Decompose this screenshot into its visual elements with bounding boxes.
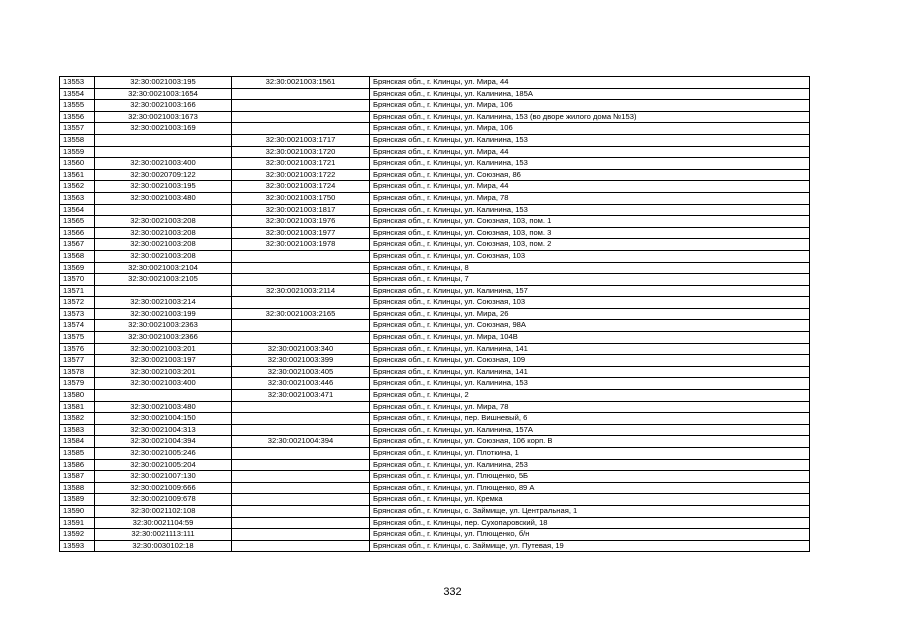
object-cadastral-number-cell: [232, 250, 370, 262]
object-cadastral-number-cell: [232, 540, 370, 552]
object-cadastral-number-cell: [232, 413, 370, 425]
table-row: [60, 332, 810, 344]
cadastral-number-cell: 32:30:0021007:130: [95, 471, 232, 483]
table-row: [60, 378, 810, 390]
table-row: [60, 100, 810, 112]
object-cadastral-number-cell: 32:30:0021003:1976: [232, 216, 370, 228]
address-cell: Брянская обл., г. Клинцы, ул. Союзная, 103, пом. 1: [370, 216, 810, 228]
row-number-cell: 13563: [60, 192, 95, 204]
cadastral-number-cell: 32:30:0021003:199: [95, 308, 232, 320]
row-number-cell: 13559: [60, 146, 95, 158]
table-row: [60, 366, 810, 378]
object-cadastral-number-cell: 32:30:0021003:1750: [232, 192, 370, 204]
object-cadastral-number-cell: [232, 494, 370, 506]
row-number-cell: 13575: [60, 332, 95, 344]
object-cadastral-number-cell: 32:30:0021003:1722: [232, 169, 370, 181]
object-cadastral-number-cell: 32:30:0021004:394: [232, 436, 370, 448]
cadastral-number-cell: [95, 134, 232, 146]
cadastral-number-cell: 32:30:0021003:2105: [95, 274, 232, 286]
row-number-cell: 13585: [60, 448, 95, 460]
cadastral-number-cell: 32:30:0021004:394: [95, 436, 232, 448]
address-cell: Брянская обл., г. Клинцы, ул. Плющенко, 89 А: [370, 482, 810, 494]
row-number-cell: 13578: [60, 366, 95, 378]
cadastral-number-cell: 32:30:0021113:111: [95, 529, 232, 541]
row-number-cell: 13567: [60, 239, 95, 251]
table-row: [60, 77, 810, 89]
address-cell: Брянская обл., г. Клинцы, с. Займище, ул. Путевая, 19: [370, 540, 810, 552]
address-cell: Брянская обл., г. Клинцы, ул. Калинина, 153: [370, 204, 810, 216]
row-number-cell: 13586: [60, 459, 95, 471]
object-cadastral-number-cell: 32:30:0021003:1717: [232, 134, 370, 146]
object-cadastral-number-cell: [232, 111, 370, 123]
address-cell: Брянская обл., г. Клинцы, 2: [370, 390, 810, 402]
table-row: [60, 308, 810, 320]
row-number-cell: 13565: [60, 216, 95, 228]
row-number-cell: 13556: [60, 111, 95, 123]
cadastral-number-cell: 32:30:0021003:480: [95, 401, 232, 413]
cadastral-number-cell: 32:30:0021104:59: [95, 517, 232, 529]
row-number-cell: 13573: [60, 308, 95, 320]
cadastral-number-cell: 32:30:0021003:208: [95, 250, 232, 262]
cadastral-number-cell: 32:30:0021003:2104: [95, 262, 232, 274]
table-row: [60, 540, 810, 552]
table-row: [60, 274, 810, 286]
row-number-cell: 13584: [60, 436, 95, 448]
table-row: [60, 436, 810, 448]
address-cell: Брянская обл., г. Клинцы, ул. Мира, 106: [370, 100, 810, 112]
cadastral-number-cell: 32:30:0021003:400: [95, 378, 232, 390]
object-cadastral-number-cell: [232, 401, 370, 413]
row-number-cell: 13572: [60, 297, 95, 309]
object-cadastral-number-cell: [232, 100, 370, 112]
row-number-cell: 13555: [60, 100, 95, 112]
row-number-cell: 13553: [60, 77, 95, 89]
cadastral-number-cell: [95, 285, 232, 297]
address-cell: Брянская обл., г. Клинцы, ул. Калинина, 185А: [370, 88, 810, 100]
cadastral-number-cell: 32:30:0021003:208: [95, 216, 232, 228]
table-row: [60, 529, 810, 541]
address-cell: Брянская обл., г. Клинцы, ул. Мира, 44: [370, 181, 810, 193]
address-cell: Брянская обл., г. Клинцы, ул. Калинина, 141: [370, 366, 810, 378]
address-cell: Брянская обл., г. Клинцы, ул. Союзная, 103, пом. 2: [370, 239, 810, 251]
cadastral-number-cell: 32:30:0021009:678: [95, 494, 232, 506]
table-row: [60, 424, 810, 436]
address-cell: Брянская обл., г. Клинцы, пер. Вишневый, 6: [370, 413, 810, 425]
table-row: [60, 505, 810, 517]
table-row: [60, 192, 810, 204]
cadastral-number-cell: 32:30:0030102:18: [95, 540, 232, 552]
table-row: [60, 216, 810, 228]
cadastral-number-cell: [95, 204, 232, 216]
address-cell: Брянская обл., г. Клинцы, ул. Мира, 106: [370, 123, 810, 135]
table-row: [60, 401, 810, 413]
cadastral-number-cell: 32:30:0021004:150: [95, 413, 232, 425]
table-row: [60, 123, 810, 135]
table-row: [60, 482, 810, 494]
row-number-cell: 13580: [60, 390, 95, 402]
cadastral-number-cell: 32:30:0021003:2366: [95, 332, 232, 344]
address-cell: Брянская обл., г. Клинцы, ул. Союзная, 106 корп. В: [370, 436, 810, 448]
row-number-cell: 13561: [60, 169, 95, 181]
cadastral-number-cell: 32:30:0021003:2363: [95, 320, 232, 332]
address-cell: Брянская обл., г. Клинцы, ул. Калинина, 153: [370, 134, 810, 146]
table-row: [60, 262, 810, 274]
cadastral-number-cell: 32:30:0021003:197: [95, 355, 232, 367]
object-cadastral-number-cell: 32:30:0021003:471: [232, 390, 370, 402]
address-cell: Брянская обл., г. Клинцы, с. Займище, ул. Центральная, 1: [370, 505, 810, 517]
row-number-cell: 13554: [60, 88, 95, 100]
cadastral-number-cell: 32:30:0021003:201: [95, 366, 232, 378]
object-cadastral-number-cell: 32:30:0021003:446: [232, 378, 370, 390]
cadastral-number-cell: 32:30:0021003:201: [95, 343, 232, 355]
object-cadastral-number-cell: 32:30:0021003:1561: [232, 77, 370, 89]
table-row: [60, 320, 810, 332]
address-cell: Брянская обл., г. Клинцы, ул. Калинина, 153: [370, 378, 810, 390]
cadastral-number-cell: 32:30:0021003:480: [95, 192, 232, 204]
row-number-cell: 13588: [60, 482, 95, 494]
object-cadastral-number-cell: [232, 517, 370, 529]
address-cell: Брянская обл., г. Клинцы, ул. Кремка: [370, 494, 810, 506]
address-cell: Брянская обл., г. Клинцы, ул. Мира, 78: [370, 401, 810, 413]
object-cadastral-number-cell: 32:30:0021003:1977: [232, 227, 370, 239]
address-cell: Брянская обл., г. Клинцы, ул. Калинина, 153 (во дворе жилого дома №153): [370, 111, 810, 123]
cadastral-number-cell: 32:30:0021005:246: [95, 448, 232, 460]
cadastral-number-cell: 32:30:0021003:166: [95, 100, 232, 112]
object-cadastral-number-cell: 32:30:0021003:1817: [232, 204, 370, 216]
address-cell: Брянская обл., г. Клинцы, ул. Калинина, 141: [370, 343, 810, 355]
cadastral-number-cell: 32:30:0021102:108: [95, 505, 232, 517]
address-cell: Брянская обл., г. Клинцы, ул. Союзная, 103: [370, 250, 810, 262]
row-number-cell: 13579: [60, 378, 95, 390]
registry-table: [59, 76, 810, 552]
table-row: [60, 227, 810, 239]
address-cell: Брянская обл., г. Клинцы, ул. Калинина, 253: [370, 459, 810, 471]
cadastral-number-cell: 32:30:0021009:666: [95, 482, 232, 494]
cadastral-number-cell: 32:30:0021003:1654: [95, 88, 232, 100]
row-number-cell: 13577: [60, 355, 95, 367]
object-cadastral-number-cell: [232, 529, 370, 541]
table-row: [60, 134, 810, 146]
table-row: [60, 459, 810, 471]
row-number-cell: 13576: [60, 343, 95, 355]
row-number-cell: 13571: [60, 285, 95, 297]
table-row: [60, 250, 810, 262]
table-row: [60, 204, 810, 216]
row-number-cell: 13558: [60, 134, 95, 146]
object-cadastral-number-cell: 32:30:0021003:2165: [232, 308, 370, 320]
row-number-cell: 13583: [60, 424, 95, 436]
row-number-cell: 13593: [60, 540, 95, 552]
object-cadastral-number-cell: [232, 332, 370, 344]
table-row: [60, 343, 810, 355]
address-cell: Брянская обл., г. Клинцы, 7: [370, 274, 810, 286]
cadastral-number-cell: 32:30:0021003:195: [95, 181, 232, 193]
address-cell: Брянская обл., г. Клинцы, ул. Плющенко, б/н: [370, 529, 810, 541]
address-cell: Брянская обл., г. Клинцы, ул. Мира, 104В: [370, 332, 810, 344]
object-cadastral-number-cell: 32:30:0021003:1720: [232, 146, 370, 158]
table-row: [60, 494, 810, 506]
object-cadastral-number-cell: 32:30:0021003:340: [232, 343, 370, 355]
row-number-cell: 13566: [60, 227, 95, 239]
cadastral-number-cell: 32:30:0021005:204: [95, 459, 232, 471]
row-number-cell: 13574: [60, 320, 95, 332]
cadastral-number-cell: 32:30:0021003:208: [95, 239, 232, 251]
cadastral-number-cell: 32:30:0021003:214: [95, 297, 232, 309]
object-cadastral-number-cell: [232, 274, 370, 286]
table-row: [60, 355, 810, 367]
row-number-cell: 13560: [60, 158, 95, 170]
object-cadastral-number-cell: [232, 505, 370, 517]
row-number-cell: 13564: [60, 204, 95, 216]
row-number-cell: 13592: [60, 529, 95, 541]
table-row: [60, 517, 810, 529]
cadastral-number-cell: [95, 390, 232, 402]
row-number-cell: 13589: [60, 494, 95, 506]
address-cell: Брянская обл., г. Клинцы, ул. Союзная, 86: [370, 169, 810, 181]
object-cadastral-number-cell: 32:30:0021003:399: [232, 355, 370, 367]
address-cell: Брянская обл., г. Клинцы, ул. Союзная, 103: [370, 297, 810, 309]
address-cell: Брянская обл., г. Клинцы, ул. Калинина, 157: [370, 285, 810, 297]
cadastral-number-cell: 32:30:0020709:122: [95, 169, 232, 181]
cadastral-number-cell: 32:30:0021003:169: [95, 123, 232, 135]
address-cell: Брянская обл., г. Клинцы, ул. Мира, 78: [370, 192, 810, 204]
cadastral-number-cell: 32:30:0021003:1673: [95, 111, 232, 123]
table-row: [60, 285, 810, 297]
object-cadastral-number-cell: [232, 448, 370, 460]
table-row: [60, 448, 810, 460]
table-row: [60, 239, 810, 251]
row-number-cell: 13591: [60, 517, 95, 529]
object-cadastral-number-cell: [232, 262, 370, 274]
object-cadastral-number-cell: [232, 459, 370, 471]
cadastral-number-cell: 32:30:0021003:195: [95, 77, 232, 89]
address-cell: Брянская обл., г. Клинцы, ул. Мира, 26: [370, 308, 810, 320]
page-number: 332: [443, 586, 462, 598]
object-cadastral-number-cell: [232, 297, 370, 309]
address-cell: Брянская обл., г. Клинцы, ул. Союзная, 98А: [370, 320, 810, 332]
table-row: [60, 181, 810, 193]
table-row: [60, 169, 810, 181]
table-row: [60, 146, 810, 158]
row-number-cell: 13562: [60, 181, 95, 193]
object-cadastral-number-cell: [232, 424, 370, 436]
object-cadastral-number-cell: 32:30:0021003:1978: [232, 239, 370, 251]
object-cadastral-number-cell: [232, 123, 370, 135]
cadastral-number-cell: [95, 146, 232, 158]
cadastral-number-cell: 32:30:0021003:400: [95, 158, 232, 170]
table-row: [60, 88, 810, 100]
row-number-cell: 13570: [60, 274, 95, 286]
table-row: [60, 471, 810, 483]
table-row: [60, 111, 810, 123]
address-cell: Брянская обл., г. Клинцы, пер. Сухопаровский, 18: [370, 517, 810, 529]
object-cadastral-number-cell: [232, 88, 370, 100]
table-row: [60, 390, 810, 402]
address-cell: Брянская обл., г. Клинцы, ул. Плоткина, 1: [370, 448, 810, 460]
table-row: [60, 297, 810, 309]
object-cadastral-number-cell: [232, 320, 370, 332]
object-cadastral-number-cell: 32:30:0021003:1721: [232, 158, 370, 170]
address-cell: Брянская обл., г. Клинцы, ул. Калинина, 153: [370, 158, 810, 170]
object-cadastral-number-cell: [232, 482, 370, 494]
row-number-cell: 13569: [60, 262, 95, 274]
row-number-cell: 13590: [60, 505, 95, 517]
address-cell: Брянская обл., г. Клинцы, 8: [370, 262, 810, 274]
cadastral-number-cell: 32:30:0021003:208: [95, 227, 232, 239]
row-number-cell: 13568: [60, 250, 95, 262]
object-cadastral-number-cell: 32:30:0021003:405: [232, 366, 370, 378]
object-cadastral-number-cell: 32:30:0021003:2114: [232, 285, 370, 297]
address-cell: Брянская обл., г. Клинцы, ул. Плющенко, 5Б: [370, 471, 810, 483]
table-row: [60, 413, 810, 425]
address-cell: Брянская обл., г. Клинцы, ул. Союзная, 109: [370, 355, 810, 367]
row-number-cell: 13582: [60, 413, 95, 425]
row-number-cell: 13587: [60, 471, 95, 483]
object-cadastral-number-cell: 32:30:0021003:1724: [232, 181, 370, 193]
table-row: [60, 158, 810, 170]
object-cadastral-number-cell: [232, 471, 370, 483]
row-number-cell: 13557: [60, 123, 95, 135]
address-cell: Брянская обл., г. Клинцы, ул. Союзная, 103, пом. 3: [370, 227, 810, 239]
address-cell: Брянская обл., г. Клинцы, ул. Калинина, 157А: [370, 424, 810, 436]
row-number-cell: 13581: [60, 401, 95, 413]
cadastral-number-cell: 32:30:0021004:313: [95, 424, 232, 436]
registry-table-body: [60, 77, 810, 552]
address-cell: Брянская обл., г. Клинцы, ул. Мира, 44: [370, 77, 810, 89]
address-cell: Брянская обл., г. Клинцы, ул. Мира, 44: [370, 146, 810, 158]
